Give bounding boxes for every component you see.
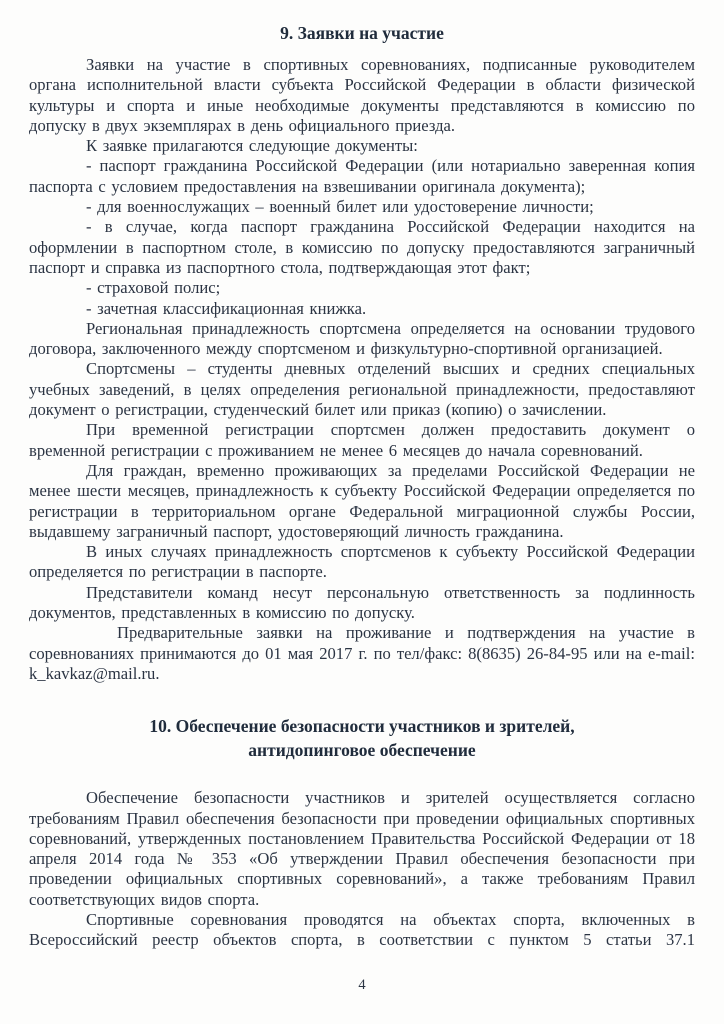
list-item-passport-processing: - в случае, когда паспорт гражданина Российской Федерации находится на оформлении в паспортном столе, в комиссию по допуску предоставляются заграничный паспорт и справка из паспортного стола, подтверждающая этот факт; <box>29 217 695 277</box>
para-student-athletes: Спортсмены – студенты дневных отделений высших и средних специальных учебных заведений, в целях определения региональной принадлежности, предоставляют документ о регистрации, студенческий билет или приказ (копию) о зачислении. <box>29 359 695 420</box>
section-10-heading-line2: антидопинговое обеспечение <box>248 740 476 761</box>
para-team-representatives: Представители команд несут персональную ответственность за подлинность документов, представленных в комиссию по допуску. <box>29 582 695 623</box>
page-number: 4 <box>358 977 366 993</box>
para-other-cases: В иных случаях принадлежность спортсменов к субъекту Российской Федерации определяется по регистрации в паспорте. <box>29 542 695 582</box>
para-preliminary-applications-contacts: Предварительные заявки на проживание и подтверждения на участие в соревнованиях принимаются до 01 мая 2017 г. по тел/факс: 8(8635) 26-84-95 или на e-mail: k_kavkaz@mail.ru. <box>29 623 695 683</box>
para-regional-affiliation: Региональная принадлежность спортсмена определяется на основании трудового договора, заключенного между спортсменом и физкультурно-спортивной организацией. <box>29 318 695 359</box>
para-temporary-registration: При временной регистрации спортсмен должен предоставить документ о временной регистрации с проживанием не менее 6 месяцев до начала соревнований. <box>29 420 695 460</box>
list-item-passport: - паспорт гражданина Российской Федерации (или нотариально заверенная копия паспорта с условием предоставления на взвешивании оригинала документа); <box>29 156 695 196</box>
section-10-heading-line1: 10. Обеспечение безопасности участников и зрителей, <box>149 716 575 737</box>
section-10-heading <box>29 714 695 762</box>
para-citizens-abroad: Для граждан, временно проживающих за пределами Российской Федерации не менее шести месяцев, принадлежность к субъекту Российской Федерации определяется по регистрации в территориальном органе Федеральной миграционной службы России, выдавшему заграничный паспорт, удостоверяющий личность гражданина. <box>29 460 695 541</box>
para-entry-applications: Заявки на участие в спортивных соревнованиях, подписанные руководителем органа исполнительной власти субъекта Российской Федерации в области физической культуры и спорта и иные необходимые документы представляются в комиссию по допуску в двух экземплярах в день официального приезда. <box>29 55 695 135</box>
para-sports-facilities: Спортивные соревнования проводятся на объектах спорта, включенных в Всероссийский реестр объектов спорта, в соответствии с пунктом 5 статьи 37.1 <box>29 909 695 950</box>
list-item-military-id: - для военнослужащих – военный билет или удостоверение личности; <box>86 197 594 217</box>
para-attached-documents-intro: К заявке прилагаются следующие документы: <box>86 136 418 156</box>
section-9-heading: 9. Заявки на участие <box>280 23 444 43</box>
list-item-classification-book: - зачетная классификационная книжка. <box>86 298 367 318</box>
para-security-rules: Обеспечение безопасности участников и зрителей осуществляется согласно требованиям Правил обеспечения безопасности при проведении официальных спортивных соревнований, утвержденных постановлением Правительства Российской Федерации от 18 апреля 2014 года № 353 «Об утверждении Правил обеспечения безопасности при проведении официальных спортивных соревнований», а также требованиям Правил соответствующих видов спорта. <box>29 788 695 909</box>
list-item-insurance-policy: - страховой полис; <box>86 278 221 298</box>
